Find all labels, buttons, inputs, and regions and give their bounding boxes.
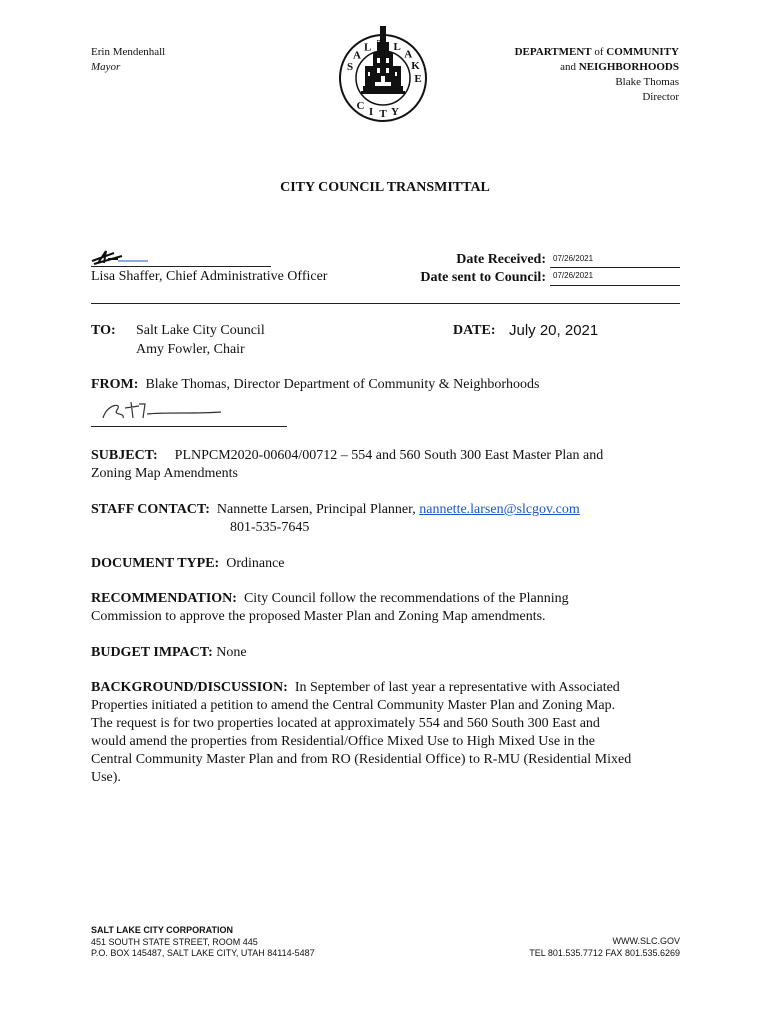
subject-block (91, 447, 691, 483)
seal-letter: T (376, 38, 385, 51)
from-line (91, 376, 539, 394)
dept-word-department: DEPARTMENT (514, 46, 592, 58)
cao-name-title: Lisa Shaffer, Chief Administrative Officer (91, 269, 328, 284)
dept-word-and: and (560, 61, 579, 73)
document-type-label: DOCUMENT TYPE: (91, 556, 220, 571)
subject-label: SUBJECT: (91, 448, 158, 463)
document-type-value: Ordinance (226, 556, 285, 571)
director-name: Blake Thomas (615, 76, 679, 88)
dept-word-community: COMMUNITY (606, 46, 679, 58)
background-block (91, 679, 691, 787)
department-line-2 (419, 60, 679, 75)
background-text-3: The request is for two properties located at approximately 554 and 560 South 300 East and (91, 716, 600, 731)
date-sent-value: 07/26/2021 (553, 271, 594, 280)
budget-value: None (216, 645, 247, 660)
date-value: July 20, 2021 (509, 322, 599, 339)
footer-left (91, 925, 315, 960)
recommendation-text-2: Commission to approve the proposed Master Plan and Zoning Map amendments. (91, 609, 546, 624)
background-text-4: would amend the properties from Residential/Office Mixed Use to High Mixed Use in the (91, 734, 596, 749)
subject-text-1: PLNPCM2020-00604/00712 – 554 and 560 South 300 East Master Plan and (174, 448, 604, 463)
seal-letter: Y (391, 105, 399, 118)
seal-letter: I (368, 105, 374, 118)
seal-letter: C (356, 99, 365, 112)
to-recipient-1: Salt Lake City Council (136, 323, 265, 338)
budget-line (91, 644, 247, 662)
date-label: DATE: (453, 323, 496, 338)
dept-word-of: of (591, 46, 607, 58)
city-building-icon (361, 26, 405, 94)
dept-word-neighborhoods: NEIGHBORHOODS (578, 61, 679, 73)
subject-line-1 (91, 447, 691, 465)
recommendation-label: RECOMMENDATION: (91, 591, 237, 606)
staff-contact-email-link[interactable]: nannette.larsen@slcgov.com (419, 502, 580, 517)
director-signature-line (91, 426, 287, 427)
background-line-1 (91, 679, 691, 697)
background-text-6: Use). (91, 770, 121, 785)
department-line-1 (419, 45, 679, 60)
background-text-1: In September of last year a representative with Associated (294, 680, 620, 695)
recommendation-line-1 (91, 590, 691, 608)
seal-letter: E (414, 73, 422, 85)
seal-letter: L (364, 41, 372, 54)
staff-contact-name: Nannette Larsen, Principal Planner, (216, 502, 416, 517)
from-text: Blake Thomas, Director Department of Community & Neighborhoods (145, 377, 540, 392)
staff-contact-line-1 (91, 501, 691, 519)
director-title: Director (642, 91, 679, 103)
background-text-5: Central Community Master Plan and from RO (Residential Office) to R-MU (Residential Mixed (91, 752, 632, 767)
mayor-name: Erin Mendenhall (91, 46, 166, 58)
seal-letter: L (393, 41, 401, 53)
date-received-label: Date Received: (456, 252, 546, 267)
document-type-line (91, 555, 285, 573)
date-sent-label: Date sent to Council: (420, 270, 546, 285)
date-received-line (550, 267, 680, 268)
recommendation-block (91, 590, 691, 626)
footer-address-2: P.O. BOX 145487, SALT LAKE CITY, UTAH 84114-5487 (91, 948, 315, 958)
seal-letter: T (379, 108, 387, 120)
cao-signature-line (91, 266, 271, 267)
background-label: BACKGROUND/DISCUSSION: (91, 680, 288, 695)
date-received-value: 07/26/2021 (553, 254, 594, 263)
separator-line (91, 303, 680, 304)
recommendation-text-1: City Council follow the recommendations of the Planning (243, 591, 569, 606)
background-text-2: Properties initiated a petition to amend the Central Community Master Plan and Zoning Map. (91, 698, 616, 713)
staff-contact-block (91, 501, 691, 537)
seal-letter: A (404, 48, 413, 61)
to-recipient-2: Amy Fowler, Chair (136, 342, 245, 357)
footer-website: WWW.SLC.GOV (612, 936, 680, 946)
department-block (419, 45, 679, 105)
director-signature-image (95, 396, 235, 426)
staff-contact-label: STAFF CONTACT: (91, 502, 210, 517)
footer-org: SALT LAKE CITY CORPORATION (91, 925, 234, 935)
seal-letter: S (347, 61, 354, 73)
to-label: TO: (91, 323, 116, 338)
document-title: CITY COUNCIL TRANSMITTAL (280, 180, 490, 195)
date-sent-line (550, 285, 680, 286)
footer-right (380, 936, 680, 959)
subject-text-2: Zoning Map Amendments (91, 466, 238, 481)
seal-letter: K (411, 59, 420, 72)
budget-label: BUDGET IMPACT: (91, 645, 213, 660)
city-seal (333, 20, 433, 130)
mayor-block (91, 45, 165, 75)
footer-address-1: 451 SOUTH STATE STREET, ROOM 445 (91, 936, 258, 947)
seal-letter: A (353, 49, 361, 62)
staff-contact-phone: 801-535-7645 (230, 520, 310, 535)
from-label: FROM: (91, 377, 139, 392)
footer-tel-fax: TEL 801.535.7712 FAX 801.535.6269 (529, 947, 680, 958)
mayor-title: Mayor (91, 61, 121, 73)
